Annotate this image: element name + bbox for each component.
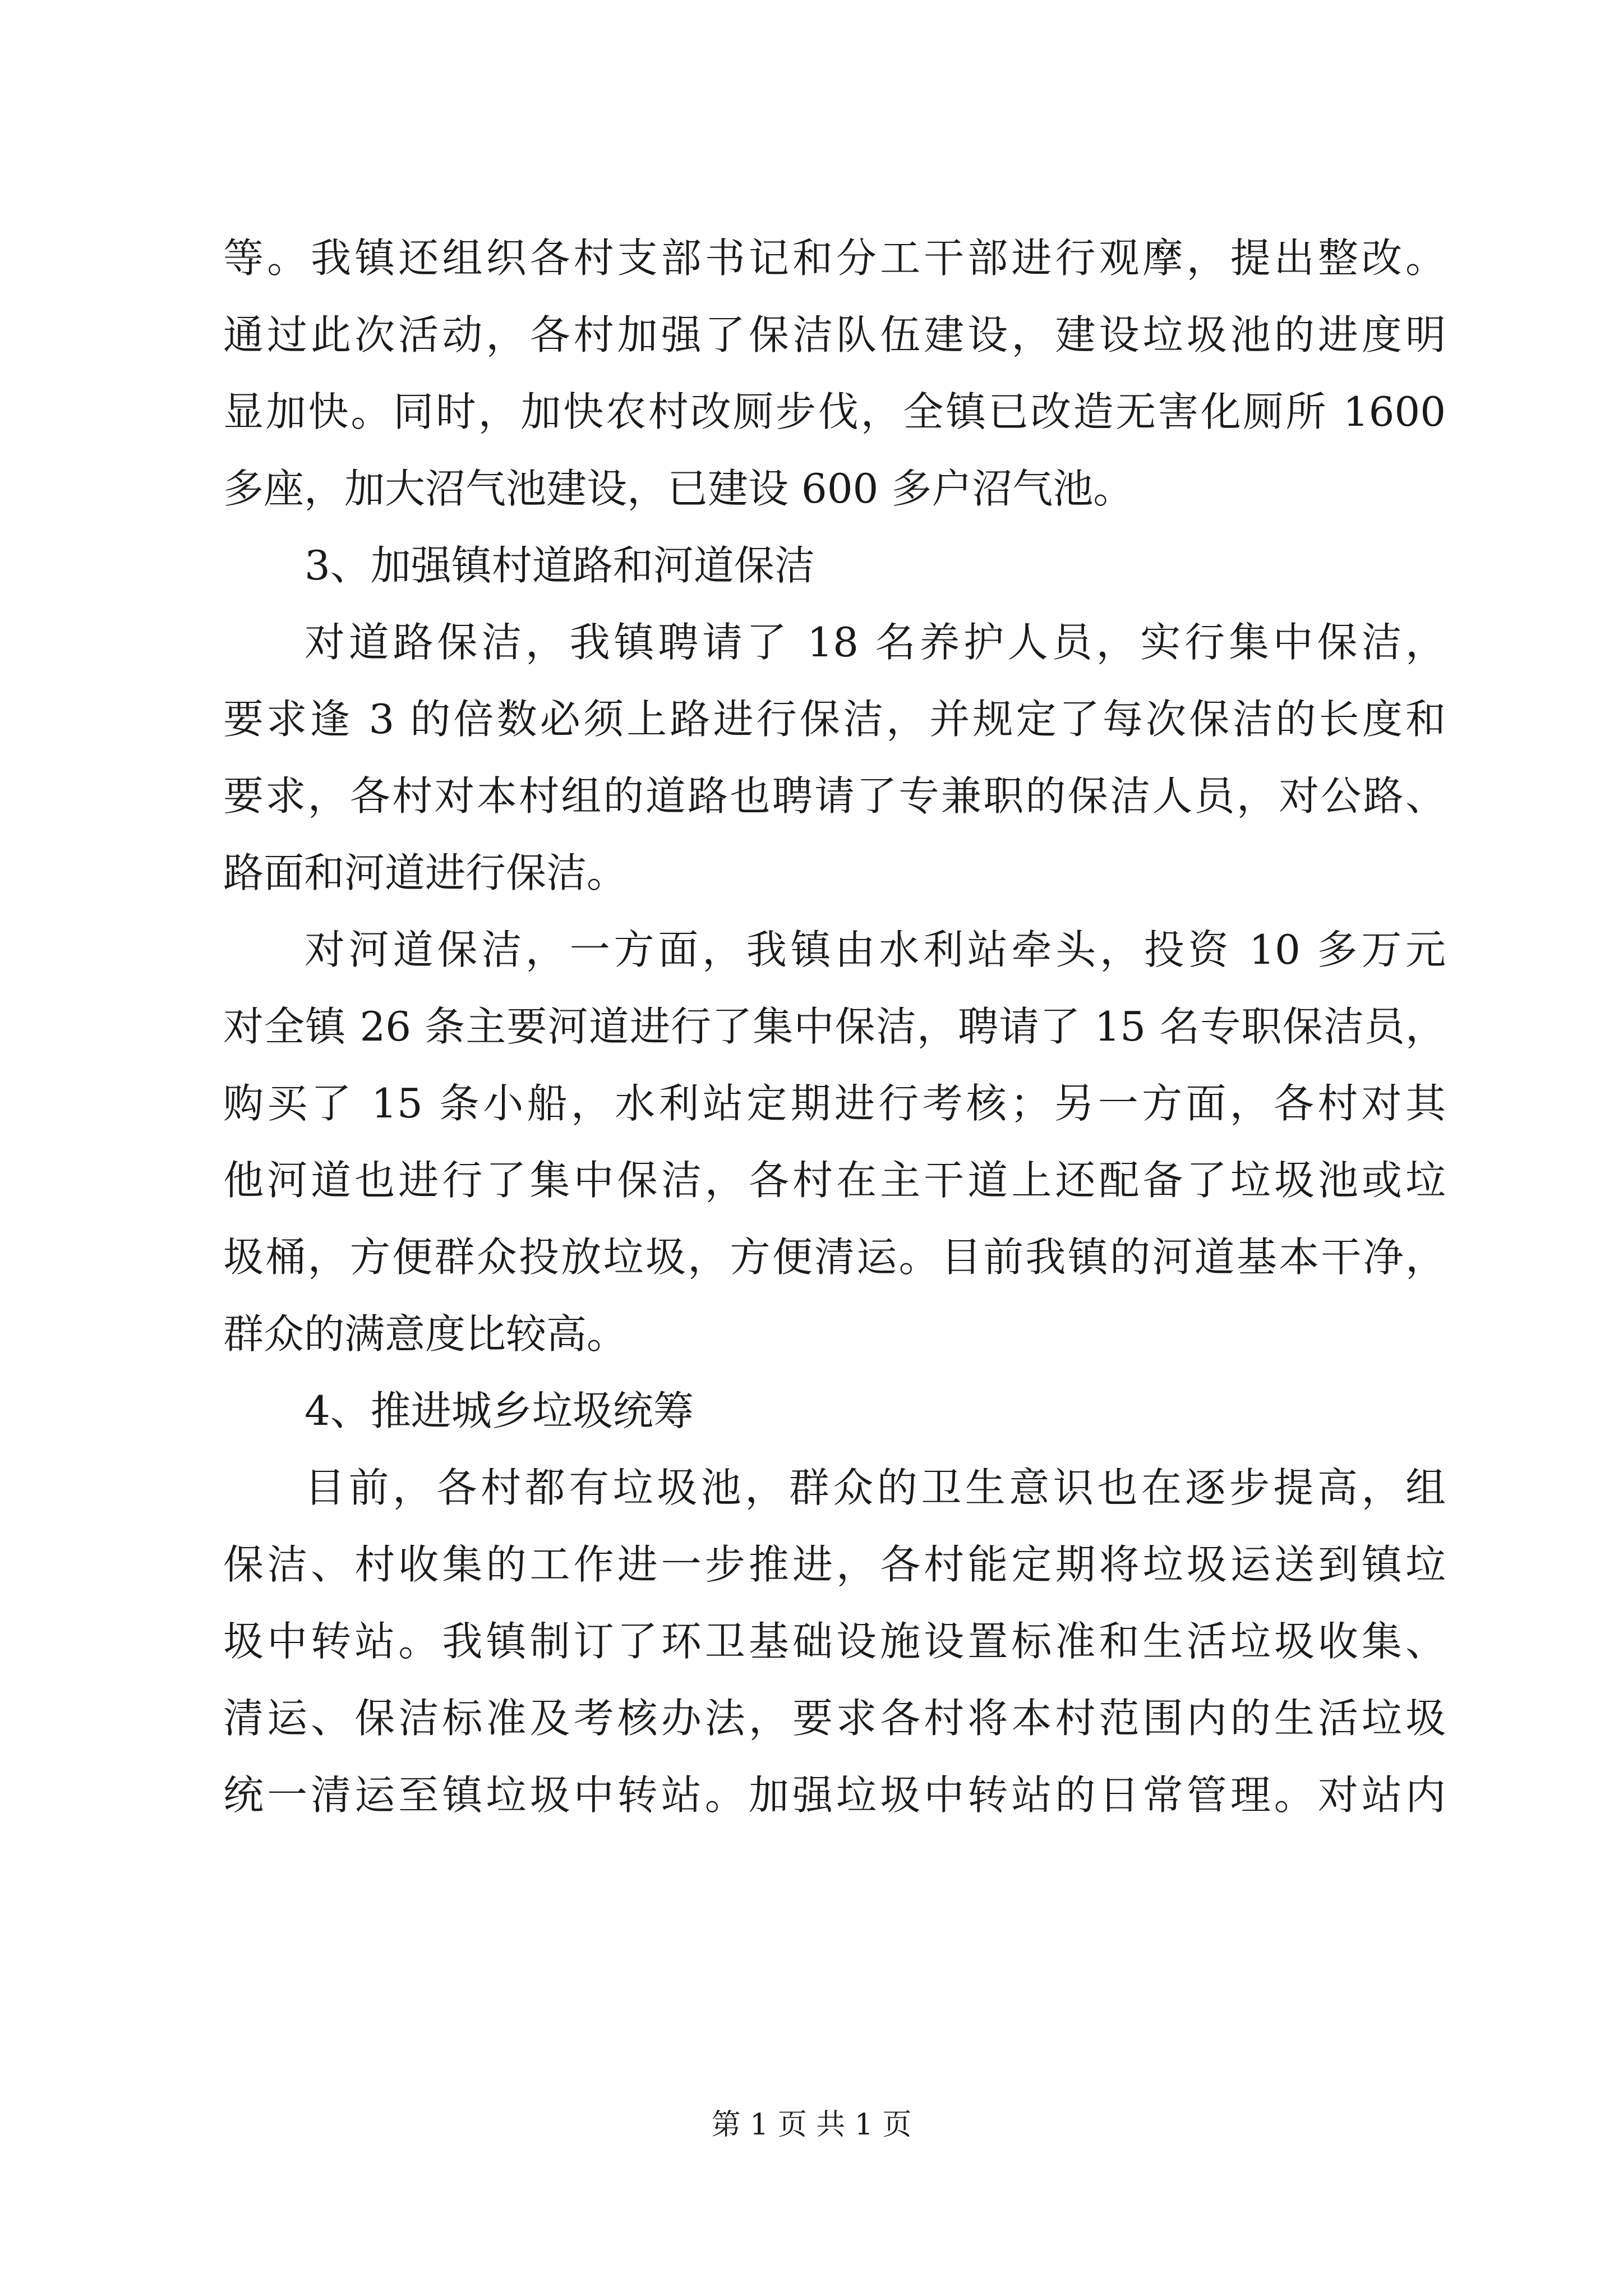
text-line: 要求，各村对本村组的道路也聘请了专兼职的保洁人员，对公路、 bbox=[223, 772, 1446, 820]
text-line: 圾中转站。我镇制订了环卫基础设施设置标准和生活垃圾收集、 bbox=[223, 1618, 1446, 1665]
text-line: 圾桶，方便群众投放垃圾，方便清运。目前我镇的河道基本干净， bbox=[223, 1234, 1446, 1281]
text-line: 路面和河道进行保洁。 bbox=[223, 849, 628, 896]
text-line: 清运、保洁标准及考核办法，要求各村将本村范围内的生活垃圾 bbox=[223, 1695, 1446, 1742]
text-line: 保洁、村收集的工作进一步推进，各村能定期将垃圾运送到镇垃 bbox=[223, 1541, 1446, 1588]
text-line: 显加快。同时，加快农村改厕步伐，全镇已改造无害化厕所 1600 bbox=[223, 388, 1446, 435]
text-line: 要求逢 3 的倍数必须上路进行保洁，并规定了每次保洁的长度和 bbox=[223, 696, 1446, 743]
text-line: 等。我镇还组织各村支部书记和分工干部进行观摩，提出整改。 bbox=[223, 234, 1446, 282]
text-line: 对全镇 26 条主要河道进行了集中保洁，聘请了 15 名专职保洁员， bbox=[223, 1003, 1446, 1050]
text-line: 他河道也进行了集中保洁，各村在主干道上还配备了垃圾池或垃 bbox=[223, 1157, 1446, 1204]
text-line: 3、加强镇村道路和河道保洁 bbox=[305, 542, 815, 589]
text-line: 目前，各村都有垃圾池，群众的卫生意识也在逐步提高，组 bbox=[305, 1464, 1446, 1511]
text-line: 对河道保洁，一方面，我镇由水利站牵头，投资 10 多万元 bbox=[305, 926, 1446, 973]
page-footer: 第 1 页 共 1 页 bbox=[711, 2108, 912, 2142]
text-line: 群众的满意度比较高。 bbox=[223, 1310, 628, 1358]
document-body bbox=[223, 220, 1446, 1834]
text-line: 购买了 15 条小船，水利站定期进行考核；另一方面，各村对其 bbox=[223, 1080, 1446, 1127]
text-line: 对道路保洁，我镇聘请了 18 名养护人员，实行集中保洁， bbox=[305, 619, 1446, 666]
text-line: 统一清运至镇垃圾中转站。加强垃圾中转站的日常管理。对站内 bbox=[223, 1772, 1446, 1819]
text-line: 4、推进城乡垃圾统筹 bbox=[305, 1387, 694, 1434]
text-line: 多座，加大沼气池建设，已建设 600 多户沼气池。 bbox=[223, 465, 1134, 512]
text-line: 通过此次活动，各村加强了保洁队伍建设，建设垃圾池的进度明 bbox=[223, 311, 1446, 358]
